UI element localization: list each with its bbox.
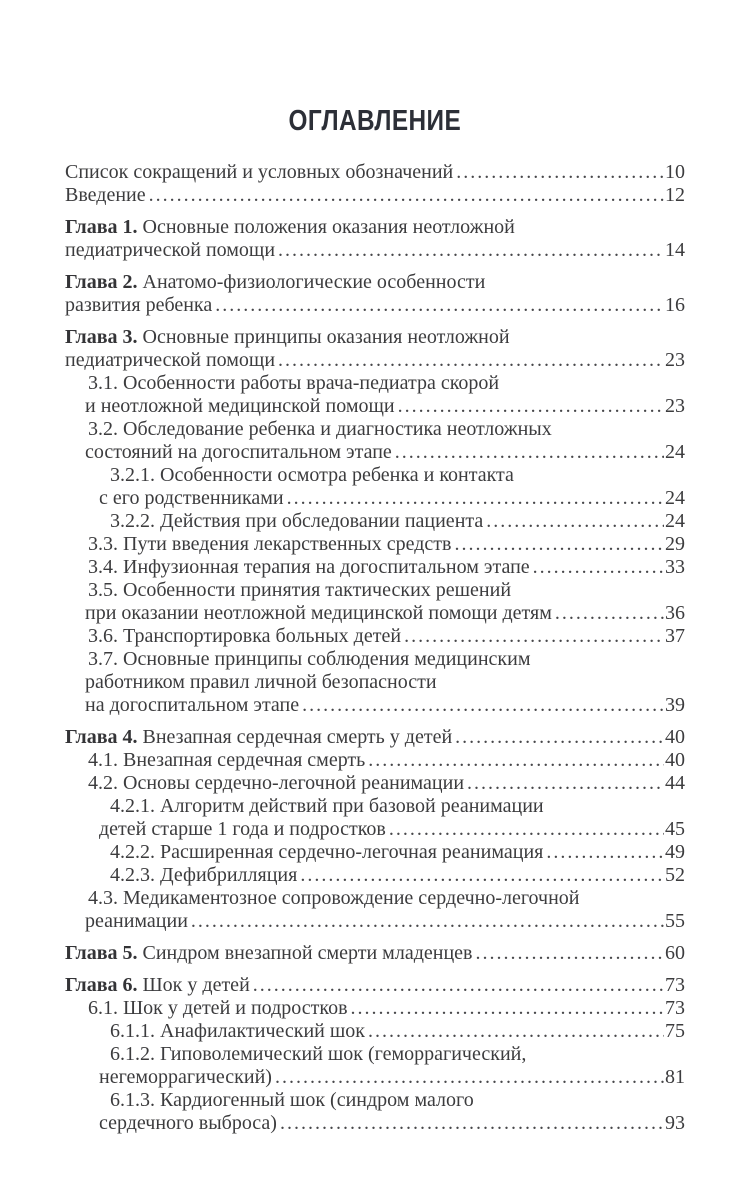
- dot-leader: [398, 395, 664, 418]
- toc-entry-text: 3.2. Обследование ребенка и диагностика неотложных: [88, 418, 552, 440]
- toc-entry-text: 3.7. Основные принципы соблюдения медицинским: [88, 648, 531, 670]
- page-number: 44: [665, 772, 685, 794]
- toc-entry: [65, 418, 685, 464]
- toc-entry-text: 3.5. Особенности принятия тактических решений: [88, 579, 512, 601]
- toc-entry-text: 6.1.2. Гиповолемический шок (геморрагический,: [110, 1043, 527, 1065]
- page-number: 81: [665, 1066, 685, 1088]
- toc-entry-text: 3.6. Транспортировка больных детей: [88, 625, 402, 647]
- dot-leader: [215, 294, 664, 317]
- toc-entry: [65, 579, 685, 625]
- toc-entry-text: Глава 5. Синдром внезапной смерти младенцев: [65, 942, 473, 964]
- toc-entry: [65, 749, 685, 772]
- dot-leader: [302, 694, 664, 717]
- toc-entry: [65, 556, 685, 579]
- toc-entry-line: [65, 602, 685, 625]
- toc-entry-line: [65, 1020, 685, 1043]
- toc-entry-line: [65, 533, 685, 556]
- chapter-label: Глава 4.: [65, 726, 138, 748]
- toc-entry: [65, 625, 685, 648]
- toc-entry-line: [65, 694, 685, 717]
- toc-entry-line: [65, 625, 685, 648]
- toc-entry: [65, 726, 685, 749]
- page-number: 75: [665, 1020, 685, 1042]
- toc-entry-text: при оказании неотложной медицинской помощи детям: [85, 602, 552, 624]
- toc-entry-line: [65, 841, 685, 864]
- toc-entry-text: педиатрической помощи: [65, 349, 276, 371]
- toc-entry-line: [65, 726, 685, 749]
- toc-entry-line: [65, 216, 685, 239]
- dot-leader: [351, 997, 664, 1020]
- toc-entry: [65, 326, 685, 372]
- toc-entry-text: развития ребенка: [65, 294, 213, 316]
- page-number: 45: [665, 818, 685, 840]
- toc-entry-line: [65, 997, 685, 1020]
- toc-entry-text: с его родственниками: [99, 487, 284, 509]
- page-number: 14: [665, 239, 685, 261]
- toc-entry-line: [65, 161, 685, 184]
- toc-entry-text: Глава 3. Основные принципы оказания неотложной: [65, 326, 510, 348]
- chapter-label: Глава 2.: [65, 271, 138, 293]
- toc-entry-text: детей старше 1 года и подростков: [99, 818, 386, 840]
- toc-entry-line: [65, 648, 685, 671]
- toc-entry-text: 4.3. Медикаментозное сопровождение сердечно-легочной: [88, 887, 580, 909]
- toc-entry-text: 4.2.3. Дефибрилляция: [110, 864, 298, 886]
- page-title: [65, 106, 685, 136]
- toc-entry-text: состояний на догоспитальном этапе: [85, 441, 392, 463]
- toc-entry: [65, 533, 685, 556]
- page-number: 39: [665, 694, 685, 716]
- dot-leader: [456, 161, 664, 184]
- toc-entry-line: [65, 1112, 685, 1135]
- dot-leader: [533, 556, 664, 579]
- toc-entry-text: Глава 6. Шок у детей: [65, 974, 250, 996]
- dot-leader: [278, 349, 664, 372]
- toc-entry-line: [65, 372, 685, 395]
- page-number: 60: [665, 942, 685, 964]
- page-number: 23: [665, 395, 685, 417]
- toc-entry-line: [65, 271, 685, 294]
- toc-entry-text: работником правил личной безопасности: [85, 671, 437, 693]
- toc-entry: [65, 271, 685, 317]
- page-number: 24: [665, 441, 685, 463]
- page-number: 36: [665, 602, 685, 624]
- dot-leader: [486, 510, 664, 533]
- toc-entry-line: [65, 395, 685, 418]
- toc-entry: [65, 841, 685, 864]
- toc-entry-text: 3.1. Особенности работы врача-педиатра скорой: [88, 372, 500, 394]
- toc-entry-line: [65, 671, 685, 694]
- page-number: 10: [665, 161, 685, 183]
- toc-entry-text: сердечного выброса): [99, 1112, 277, 1134]
- toc-entry-line: [65, 974, 685, 997]
- page-number: 23: [665, 349, 685, 371]
- toc-entry: [65, 942, 685, 965]
- page-title-text: ОГЛАВЛЕНИЕ: [288, 105, 462, 137]
- dot-leader: [389, 818, 664, 841]
- toc-entry: [65, 997, 685, 1020]
- page-number: 93: [665, 1112, 685, 1134]
- toc-entry-text: 3.4. Инфузионная терапия на догоспитальном этапе: [88, 556, 530, 578]
- toc-entry-text: 6.1.1. Анафилактический шок: [110, 1020, 365, 1042]
- toc-entry-text: 4.2. Основы сердечно-легочной реанимации: [88, 772, 465, 794]
- toc-entry-line: [65, 464, 685, 487]
- toc-entry-line: [65, 510, 685, 533]
- dot-leader: [275, 1066, 664, 1089]
- toc-entry-line: [65, 818, 685, 841]
- toc-entry-line: [65, 441, 685, 464]
- page-number: 29: [665, 533, 685, 555]
- page-number: 24: [665, 510, 685, 532]
- toc-entry-line: [65, 942, 685, 965]
- toc-entry-text: реанимации: [85, 910, 188, 932]
- page-number: 52: [665, 864, 685, 886]
- page-number: 55: [665, 910, 685, 932]
- toc-entry: [65, 372, 685, 418]
- toc-entry: [65, 216, 685, 262]
- dot-leader: [368, 749, 664, 772]
- page-number: 73: [665, 997, 685, 1019]
- toc-entry-text: 4.2.2. Расширенная сердечно-легочная реанимация: [110, 841, 544, 863]
- dot-leader: [404, 625, 664, 648]
- dot-leader: [278, 239, 664, 262]
- toc-entry: [65, 864, 685, 887]
- page-number: 73: [665, 974, 685, 996]
- toc-entry-line: [65, 795, 685, 818]
- toc-entry-text: 6.1.3. Кардиогенный шок (синдром малого: [110, 1089, 474, 1111]
- dot-leader: [467, 772, 664, 795]
- toc-entry-text: Список сокращений и условных обозначений: [65, 161, 454, 183]
- toc-entry-line: [65, 910, 685, 933]
- toc-entry-line: [65, 864, 685, 887]
- toc-entry-text: 6.1. Шок у детей и подростков: [88, 997, 348, 1019]
- chapter-label: Глава 1.: [65, 216, 138, 238]
- dot-leader: [280, 1112, 664, 1135]
- page-number: 24: [665, 487, 685, 509]
- chapter-label: Глава 5.: [65, 942, 138, 964]
- toc-entry-line: [65, 1066, 685, 1089]
- dot-leader: [395, 441, 664, 464]
- toc-entry: [65, 1043, 685, 1089]
- page-number: 40: [665, 726, 685, 748]
- chapter-label: Глава 6.: [65, 974, 138, 996]
- toc-entry: [65, 464, 685, 510]
- toc-entry: [65, 648, 685, 717]
- page-number: 16: [665, 294, 685, 316]
- dot-leader: [191, 910, 664, 933]
- toc-entry-text: 3.2.1. Особенности осмотра ребенка и контакта: [110, 464, 514, 486]
- chapter-label: Глава 3.: [65, 326, 138, 348]
- toc-entry: [65, 795, 685, 841]
- dot-leader: [475, 942, 664, 965]
- dot-leader: [454, 533, 664, 556]
- toc-entry-line: [65, 487, 685, 510]
- toc-entry-text: негеморрагический): [99, 1066, 272, 1088]
- toc-entry: [65, 510, 685, 533]
- toc-list: [65, 161, 685, 1135]
- toc-entry-text: и неотложной медицинской помощи: [85, 395, 395, 417]
- toc-entry: [65, 1020, 685, 1043]
- toc-entry-text: педиатрической помощи: [65, 239, 276, 261]
- page-number: 33: [665, 556, 685, 578]
- toc-entry-line: [65, 772, 685, 795]
- toc-entry-text: на догоспитальном этапе: [85, 694, 300, 716]
- toc-entry-line: [65, 579, 685, 602]
- toc-entry: [65, 1089, 685, 1135]
- toc-entry-text: Глава 4. Внезапная сердечная смерть у детей: [65, 726, 453, 748]
- toc-entry: [65, 161, 685, 184]
- page-number: 37: [665, 625, 685, 647]
- dot-leader: [555, 602, 664, 625]
- toc-entry-text: 3.3. Пути введения лекарственных средств: [88, 533, 452, 555]
- toc-entry-text: Введение: [65, 184, 146, 206]
- toc-entry-text: 3.2.2. Действия при обследовании пациента: [110, 510, 484, 532]
- dot-leader: [253, 974, 664, 997]
- toc-entry-text: 4.1. Внезапная сердечная смерть: [88, 749, 366, 771]
- dot-leader: [149, 184, 664, 207]
- toc-entry: [65, 974, 685, 997]
- toc-entry-line: [65, 887, 685, 910]
- dot-leader: [455, 726, 664, 749]
- toc-entry-line: [65, 184, 685, 207]
- dot-leader: [546, 841, 664, 864]
- toc-entry-text: Глава 1. Основные положения оказания неотложной: [65, 216, 515, 238]
- page-number: 49: [665, 841, 685, 863]
- dot-leader: [287, 487, 664, 510]
- toc-entry-line: [65, 349, 685, 372]
- toc-entry: [65, 772, 685, 795]
- toc-entry: [65, 887, 685, 933]
- toc-entry: [65, 184, 685, 207]
- toc-entry-line: [65, 749, 685, 772]
- toc-entry-line: [65, 239, 685, 262]
- toc-entry-line: [65, 294, 685, 317]
- dot-leader: [368, 1020, 664, 1043]
- dot-leader: [300, 864, 664, 887]
- toc-entry-line: [65, 326, 685, 349]
- toc-entry-line: [65, 556, 685, 579]
- toc-entry-text: 4.2.1. Алгоритм действий при базовой реанимации: [110, 795, 544, 817]
- page-number: 12: [665, 184, 685, 206]
- toc-entry-line: [65, 1043, 685, 1066]
- toc-entry-line: [65, 1089, 685, 1112]
- toc-entry-text: Глава 2. Анатомо-физиологические особенности: [65, 271, 486, 293]
- toc-entry-line: [65, 418, 685, 441]
- page-number: 40: [665, 749, 685, 771]
